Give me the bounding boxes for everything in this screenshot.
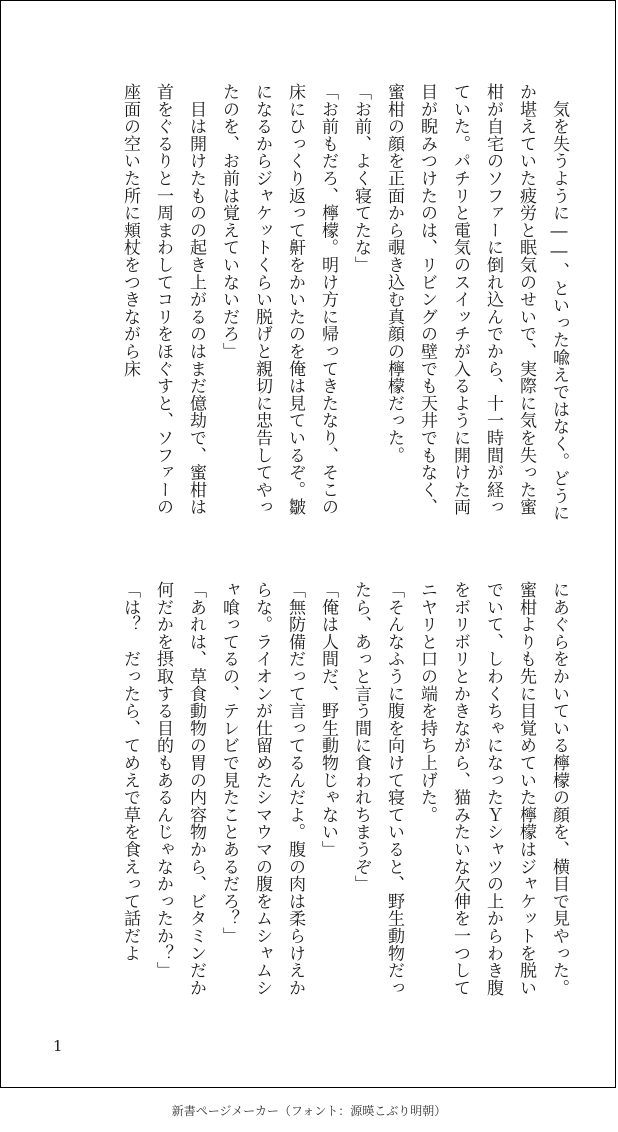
page-number: 1 (53, 1037, 63, 1055)
upper-text-block (55, 83, 575, 523)
lower-text-block (55, 581, 575, 1001)
paragraph: にあぐらをかいている檸檬の顔を、横目で見やった。蜜柑よりも先に目覚めていた檸檬はジャケットを脱いでいて、しわくちゃになったＹシャツの上からわき腹をボリボリとかきながら、猫みたいな欠伸を一つしてニヤリと口の端を持ち上げた。 (417, 581, 569, 997)
dialogue-line: 「そんなふうに腹を向けて寝ていると、野生動物だったら、あっと言う間に食われちまうぞ」 (351, 581, 404, 997)
dialogue-line: 「は？ だったら、てめえで草を食えって話だよ (120, 581, 140, 962)
dialogue-line: 「お前もだろ、檸檬。明け方に帰ってきたなり、そこの床にひっくり返って鼾をかいたのを俺は見ているぞ。皺になるからジャケットくらい脱げと親切に忠告してやったのを、お前は覚えていないだろ」 (219, 83, 338, 516)
dialogue-line: 「お前、よく寝てたな」 (351, 83, 371, 274)
dialogue-line: 「あれは、草食動物の胃の内容物から、ビタミンだか何だかを摂取する目的もあるんじゃなかったか？」 (153, 581, 206, 997)
dialogue-line: 「俺は人間だ、野生動物じゃない」 (318, 581, 338, 858)
paragraph: 気を失うように――、といった喩えではなく。どうにか堪えていた疲労と眠気のせいで、実際に気を失った蜜柑が自宅のソファーに倒れ込んでから、十一時間が経っていた。パチリと電気のスイッチが入るように開けた両目が睨みつけたのは、リビングの壁でも天井でもなく、蜜柑の顔を正面から覗き込む真顔の檸檬だった。 (384, 83, 569, 522)
paragraph: 目は開けたものの起き上がるのはまだ億劫で、蜜柑は首をぐるりと一周まわしてコリをほぐすと、ソファーの座面の空いた所に頬杖をつきながら床 (120, 83, 206, 516)
dialogue-line: 「無防備だって言ってるんだよ。腹の肉は柔らけえからな。ライオンが仕留めたシマウマの腹をムシャムシャ喰ってるの、テレビで見たことあるだろ？」 (219, 581, 305, 997)
footer-credit: 新書ページメーカー（フォント：源暎こぶり明朝） (171, 1104, 447, 1118)
